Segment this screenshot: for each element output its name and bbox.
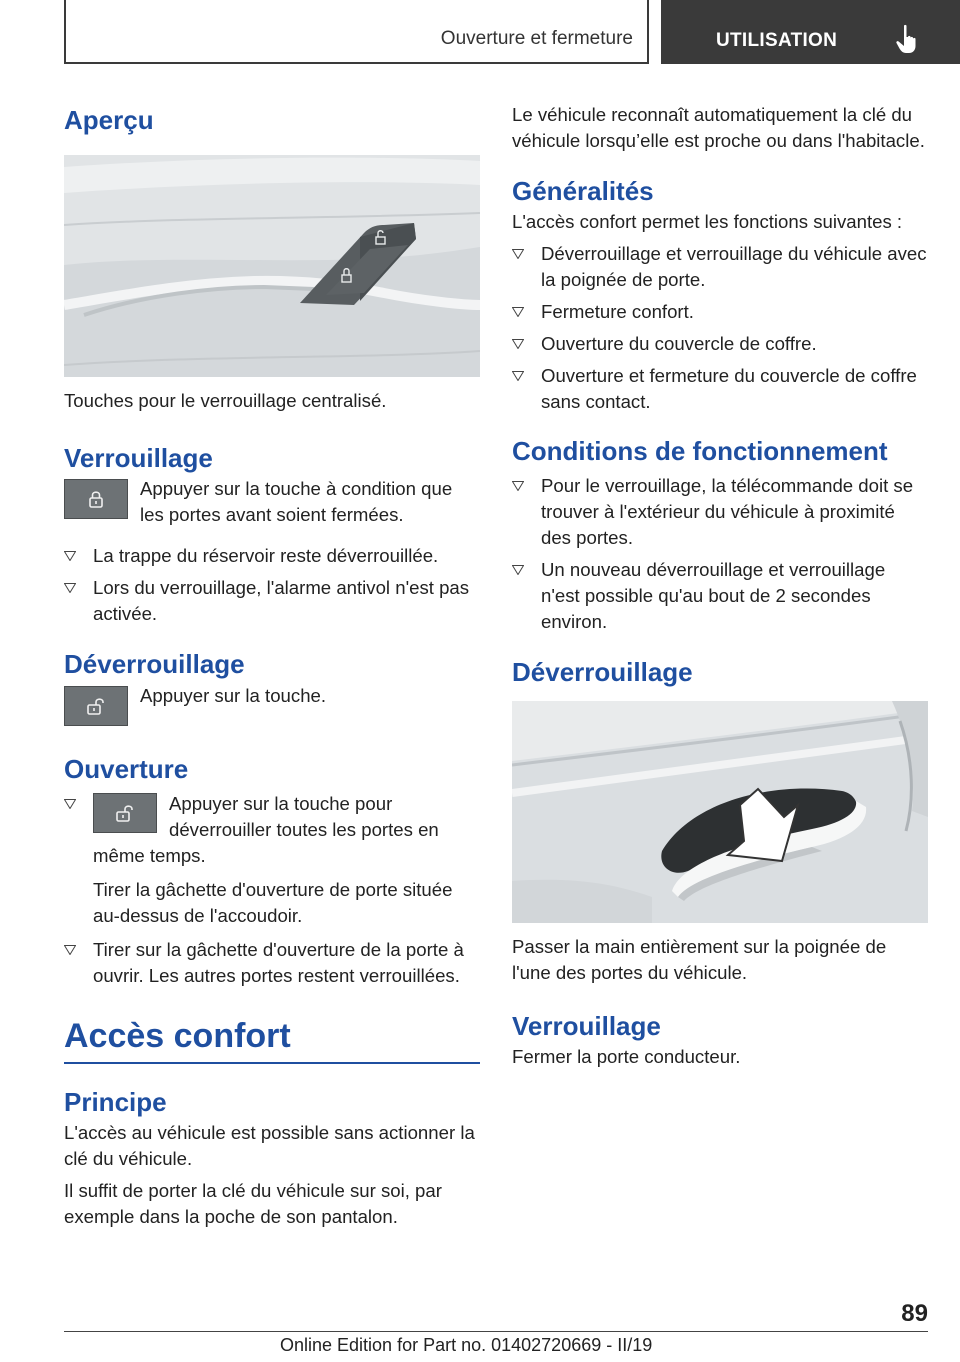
door-lock-buttons-photo [64, 155, 480, 377]
triangle-bullet-icon [512, 565, 524, 575]
triangle-bullet-icon [64, 799, 76, 809]
chapter-tab [661, 0, 960, 64]
pointing-hand-icon [895, 24, 921, 54]
heading-generalites: Généralités [512, 176, 654, 206]
lock-button-icon [64, 479, 128, 519]
triangle-bullet-icon [512, 339, 524, 349]
triangle-bullet-icon [512, 481, 524, 491]
list-item: La trappe du réservoir reste déverrouillée. [64, 543, 480, 569]
heading-principe: Principe [64, 1087, 167, 1117]
principe-paragraph-2: Il suffit de porter la clé du véhicule sur soi, par exemple dans la poche de son pantalon. [64, 1180, 442, 1227]
footer-divider [64, 1331, 928, 1332]
left-column [64, 100, 480, 1230]
list-item: Tirer sur la gâchette d'ouverture de la porte à ouvrir. Les autres portes restent verrouillées. [64, 937, 480, 989]
door-handle-photo [512, 701, 928, 923]
list-item: Pour le verrouillage, la télécommande doit se trouver à l'extérieur du véhicule à proximité des portes. [512, 473, 928, 551]
generalites-intro: L'accès confort permet les fonctions suivantes : [512, 211, 903, 232]
heading-verrouillage-confort: Verrouillage [512, 1011, 661, 1041]
heading-acces-confort: Accès confort [64, 1017, 291, 1055]
edition-footer: Online Edition for Part no. 01402720669 - II/19 [280, 1335, 653, 1355]
triangle-bullet-icon [512, 249, 524, 259]
right-column [512, 102, 928, 1070]
triangle-bullet-icon [512, 307, 524, 317]
list-item: Ouverture et fermeture du couvercle de coffre sans contact. [512, 363, 928, 415]
acces-confort-title-block [64, 1014, 480, 1064]
unlock-icon [114, 802, 136, 824]
intro-paragraph: Le véhicule reconnaît automatiquement la clé du véhicule lorsqu’elle est proche ou dans l'habitacle. [512, 104, 925, 151]
triangle-bullet-icon [64, 945, 76, 955]
lock-icon [85, 488, 107, 510]
heading-apercu: Aperçu [64, 105, 154, 135]
heading-ouverture: Ouverture [64, 754, 189, 784]
unlock-button-icon [93, 793, 157, 833]
list-item [64, 791, 480, 929]
triangle-bullet-icon [512, 371, 524, 381]
ouverture-instruction: Appuyer sur la touche pour déverrouiller toutes les portes en même temps. [93, 793, 439, 866]
deverrouillage-instruction: Appuyer sur la touche. [140, 685, 327, 706]
unlock-button-icon [64, 686, 128, 726]
triangle-bullet-icon [64, 551, 76, 561]
page-number: 89 [901, 1300, 928, 1327]
list-item: Déverrouillage et verrouillage du véhicule avec la poignée de porte. [512, 241, 928, 293]
list-item: Fermeture confort. [512, 299, 928, 325]
principe-paragraph-1: L'accès au véhicule est possible sans actionner la clé du véhicule. [64, 1122, 475, 1169]
heading-conditions: Conditions de fonctionnement [512, 436, 888, 466]
heading-verrouillage: Verrouillage [64, 443, 213, 473]
heading-deverrouillage: Déverrouillage [64, 649, 245, 679]
section-title: Ouverture et fermeture [440, 28, 633, 49]
heading-deverrouillage-confort: Déverrouillage [512, 657, 693, 687]
deverrouillage-caption: Passer la main entièrement sur la poignée de l'une des portes du véhicule. [512, 936, 887, 983]
verrouillage-confort-text: Fermer la porte conducteur. [512, 1046, 741, 1067]
unlock-icon [85, 695, 107, 717]
triangle-bullet-icon [64, 583, 76, 593]
chapter-label: UTILISATION [716, 30, 838, 51]
verrouillage-instruction: Appuyer sur la touche à condition que les portes avant soient fermées. [140, 478, 453, 525]
apercu-caption: Touches pour le verrouillage centralisé. [64, 390, 387, 411]
list-item: Ouverture du couvercle de coffre. [512, 331, 928, 357]
list-item: Lors du verrouillage, l'alarme antivol n'est pas activée. [64, 575, 480, 627]
list-item: Un nouveau déverrouillage et verrouillage n'est possible qu'au bout de 2 secondes environ. [512, 557, 928, 635]
ouverture-subtext: Tirer la gâchette d'ouverture de porte située au-dessus de l'accoudoir. [93, 879, 453, 926]
header-section-box [64, 0, 649, 64]
